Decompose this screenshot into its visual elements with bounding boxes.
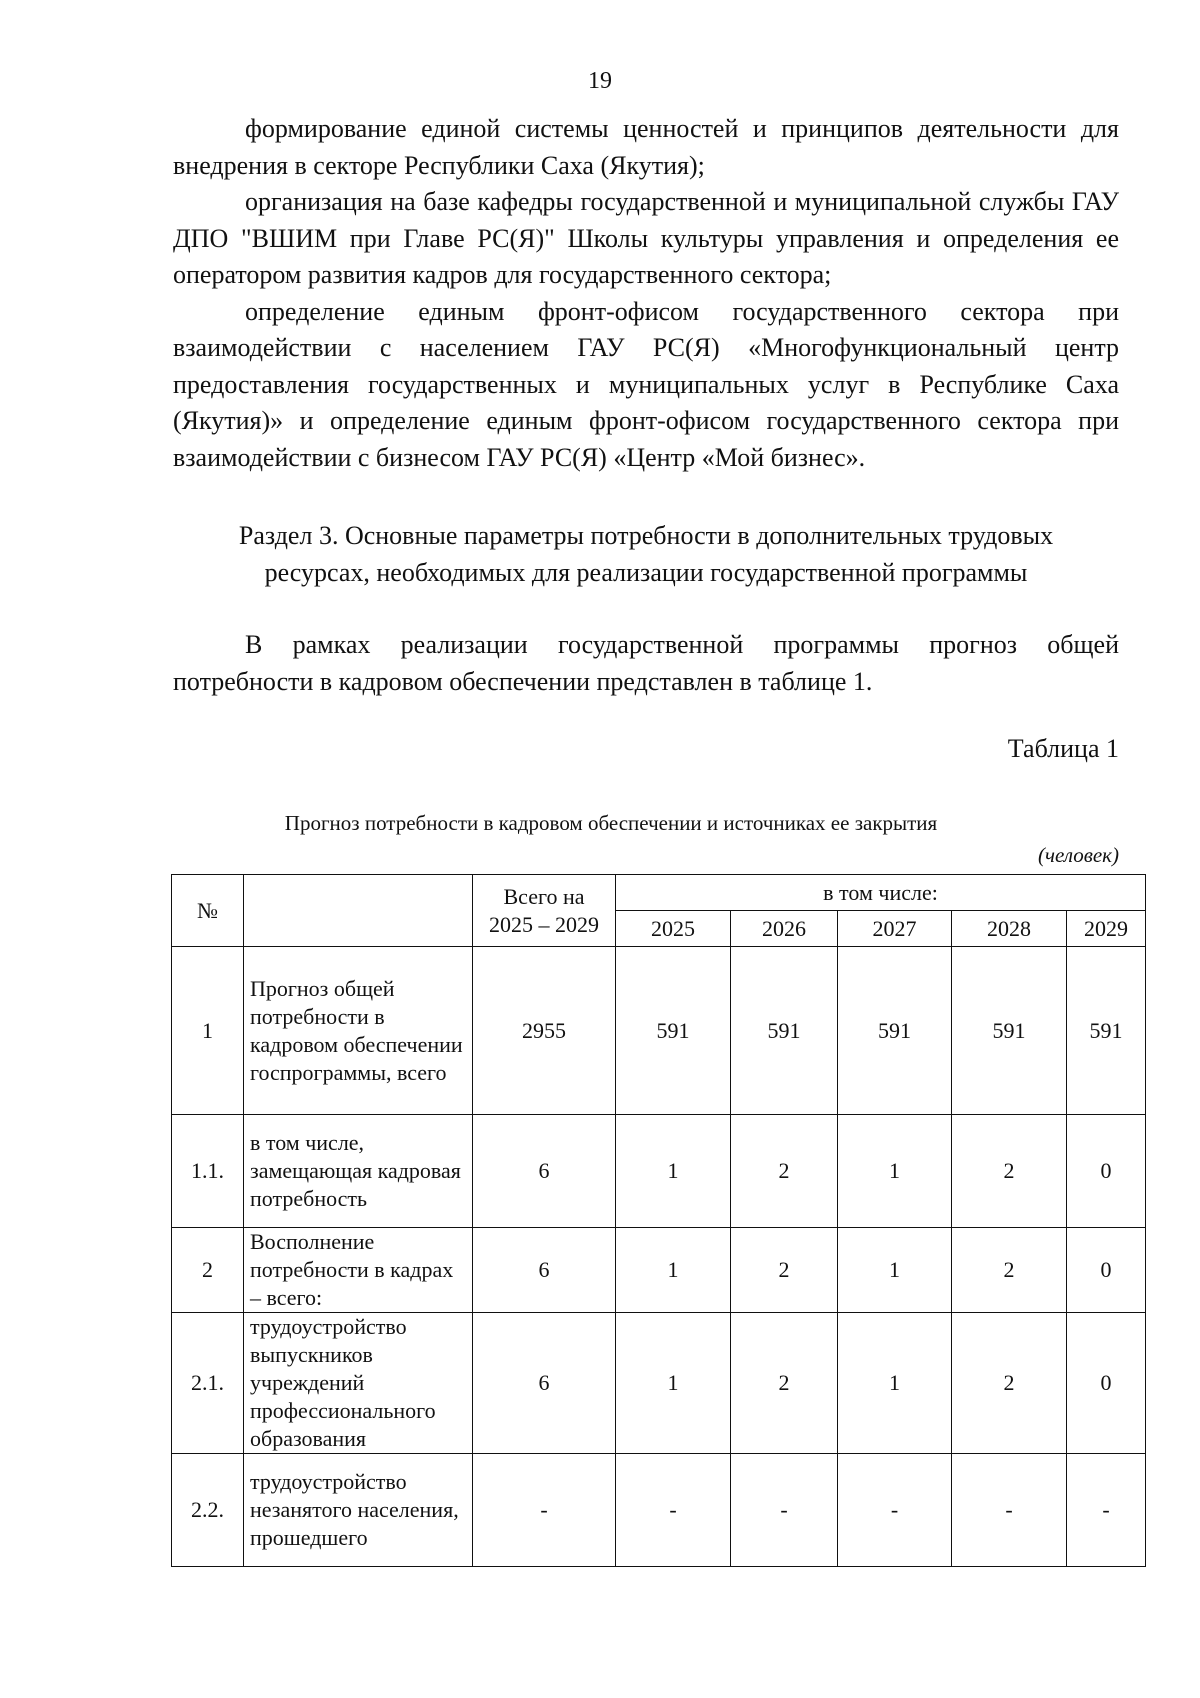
row-value: 591: [616, 947, 731, 1115]
header-year: 2027: [838, 911, 952, 947]
row-number: 1: [172, 947, 244, 1115]
row-value: 1: [616, 1313, 731, 1454]
row-total: 6: [473, 1313, 616, 1454]
row-name: трудоустройство выпускников учреждений профессионального образования: [244, 1313, 473, 1454]
table-row: [172, 1115, 1146, 1228]
paragraph-values-system: формирование единой системы ценностей и принципов деятельности для внедрения в секторе Республики Саха (Якутия);: [173, 114, 1119, 180]
header-year: 2028: [952, 911, 1067, 947]
row-value: 0: [1067, 1313, 1146, 1454]
row-value: 1: [616, 1228, 731, 1313]
row-name: трудоустройство незанятого населения, прошедшего: [244, 1454, 473, 1567]
paragraph-management-school: организация на базе кафедры государственной и муниципальной службы ГАУ ДПО "ВШИМ при Главе РС(Я)" Школы культуры управления и определения ее оператором развития кадров для государственного сектора;: [173, 187, 1119, 289]
table-label: Таблица 1: [1007, 734, 1119, 763]
row-number: 2.1.: [172, 1313, 244, 1454]
row-value: 0: [1067, 1115, 1146, 1228]
header-total: [473, 875, 616, 947]
header-including: в том числе:: [616, 875, 1146, 911]
section-heading-line-2: ресурсах, необходимых для реализации государственной программы: [264, 557, 1028, 587]
table-row: [172, 1228, 1146, 1313]
row-number: 2.2.: [172, 1454, 244, 1567]
row-value: 591: [731, 947, 838, 1115]
row-value: 1: [838, 1228, 952, 1313]
table-row: [172, 1454, 1146, 1567]
row-value: 1: [838, 1313, 952, 1454]
row-value: 591: [838, 947, 952, 1115]
header-total-line-1: Всего на: [503, 883, 585, 909]
row-value: 2: [952, 1228, 1067, 1313]
header-year: 2026: [731, 911, 838, 947]
row-total: 6: [473, 1228, 616, 1313]
row-value: 2: [731, 1313, 838, 1454]
table-row: [172, 1313, 1146, 1454]
row-value: -: [731, 1454, 838, 1567]
row-value: 1: [838, 1115, 952, 1228]
row-value: 591: [952, 947, 1067, 1115]
row-value: -: [616, 1454, 731, 1567]
paragraph-front-office: определение единым фронт-офисом государственного сектора при взаимодействии с населением ГАУ РС(Я) «Многофункциональный центр предоставления государственных и муниципальных услуг в Республике Саха (Якутия)» и определение единым фронт-офисом государственного сектора при взаимодействии с бизнесом ГАУ РС(Я) «Центр «Мой бизнес».: [173, 296, 1119, 472]
header-year: 2025: [616, 911, 731, 947]
header-total-line-2: 2025 – 2029: [489, 911, 599, 937]
row-value: -: [952, 1454, 1067, 1567]
section-intro: [173, 627, 1119, 700]
page-number: 19: [588, 68, 612, 94]
row-value: 2: [731, 1115, 838, 1228]
row-value: -: [838, 1454, 952, 1567]
section-heading-line-1: Раздел 3. Основные параметры потребности в дополнительных трудовых: [238, 521, 1054, 550]
row-total: -: [473, 1454, 616, 1567]
table-unit-note: (человек): [1038, 843, 1119, 867]
row-value: 0: [1067, 1228, 1146, 1313]
row-value: 591: [1067, 947, 1146, 1115]
table-row: [172, 947, 1146, 1115]
row-value: 1: [616, 1115, 731, 1228]
header-number: №: [172, 875, 244, 947]
row-total: 6: [473, 1115, 616, 1228]
row-number: 2: [172, 1228, 244, 1313]
row-name: Прогноз общей потребности в кадровом обеспечении госпрограммы, всего: [244, 947, 473, 1115]
row-value: 2: [952, 1115, 1067, 1228]
header-name: [244, 875, 473, 947]
row-value: 2: [952, 1313, 1067, 1454]
row-name: Восполнение потребности в кадрах – всего:: [244, 1228, 473, 1313]
row-total: 2955: [473, 947, 616, 1115]
row-number: 1.1.: [172, 1115, 244, 1228]
table-caption: Прогноз потребности в кадровом обеспечении и источниках ее закрытия: [284, 811, 938, 835]
row-name: в том числе, замещающая кадровая потребность: [244, 1115, 473, 1228]
section-heading: [173, 518, 1119, 591]
body-paragraphs: [173, 111, 1119, 476]
header-year: 2029: [1067, 911, 1146, 947]
forecast-table: [171, 874, 1146, 1567]
row-value: -: [1067, 1454, 1146, 1567]
row-value: 2: [731, 1228, 838, 1313]
section-intro-paragraph: В рамках реализации государственной программы прогноз общей потребности в кадровом обеспечении представлен в таблице 1.: [173, 630, 1119, 696]
